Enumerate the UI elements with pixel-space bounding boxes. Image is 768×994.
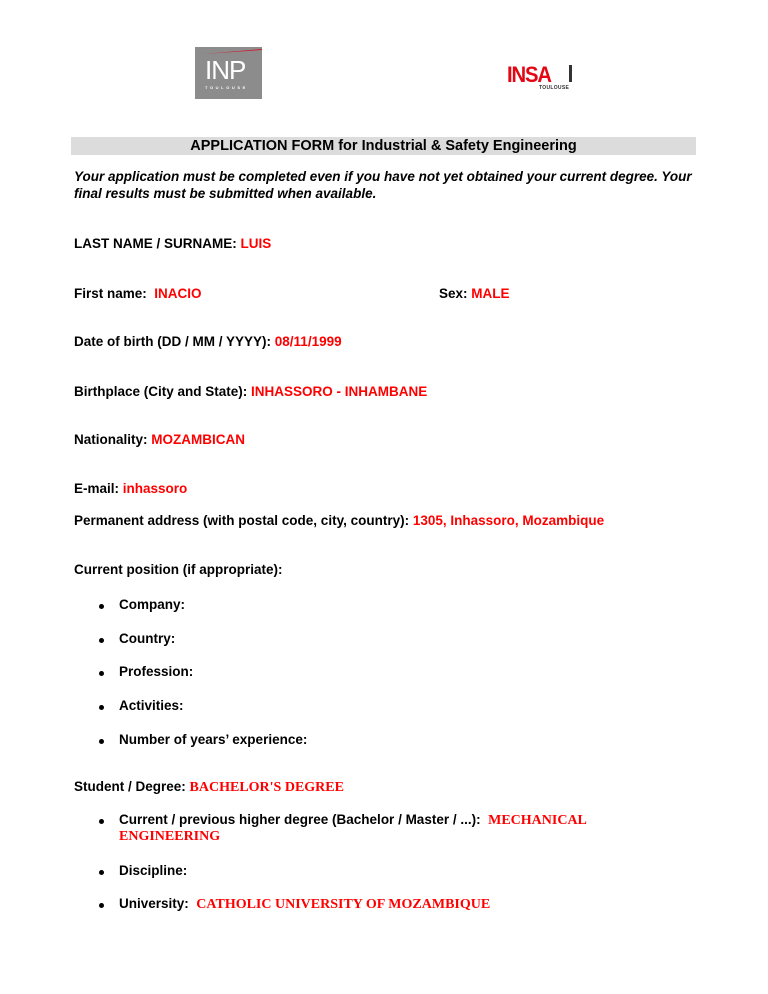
form-title: APPLICATION FORM for Industrial & Safety Engineering: [190, 138, 577, 154]
field-value[interactable]: 08/11/1999: [274, 334, 342, 349]
field-value[interactable]: MECHANICAL: [488, 813, 587, 828]
field-label: Country:: [119, 631, 176, 646]
bullet-icon: [99, 870, 104, 875]
bullet-icon: [99, 638, 104, 643]
field-label: Company:: [119, 597, 186, 612]
degree-higher-degree: [119, 812, 587, 829]
field-birthplace: [74, 384, 427, 399]
bullet-icon: [99, 705, 104, 710]
form-title-bar: [71, 137, 696, 155]
field-value[interactable]: 1305, Inhassoro, Mozambique: [412, 513, 605, 528]
field-label: Date of birth (DD / MM / YYYY):: [74, 334, 272, 349]
field-value[interactable]: BACHELOR'S DEGREE: [189, 780, 344, 795]
position-country: [119, 631, 175, 646]
inp-logo-text: INP: [205, 55, 246, 85]
field-permanent-address: [74, 513, 604, 528]
field-label: Profession:: [119, 664, 194, 679]
field-label: Current / previous higher degree (Bachelor / Master / ...):: [119, 812, 481, 827]
field-value[interactable]: MOZAMBICAN: [151, 432, 246, 447]
field-label: Activities:: [119, 698, 184, 713]
field-value[interactable]: INACIO: [154, 286, 202, 301]
field-label: Discipline:: [119, 863, 188, 878]
field-date-of-birth: [74, 334, 342, 349]
insa-logo-subtext: TOULOUSE: [539, 85, 570, 91]
degree-university: [119, 896, 490, 913]
field-label: LAST NAME / SURNAME:: [74, 236, 237, 251]
insa-logo-bar: [569, 65, 572, 82]
inp-logo-subtext: TOULOUSE: [205, 85, 248, 90]
field-label: Sex:: [439, 286, 468, 301]
bullet-icon: [99, 671, 104, 676]
field-value[interactable]: LUIS: [240, 236, 272, 251]
bullet-icon: [99, 903, 104, 908]
position-company: [119, 597, 185, 612]
field-label: University:: [119, 896, 189, 911]
field-value[interactable]: CATHOLIC UNIVERSITY OF MOZAMBIQUE: [196, 897, 491, 912]
field-label: Nationality:: [74, 432, 148, 447]
field-label: Number of years’ experience:: [119, 732, 308, 747]
field-nationality: [74, 432, 245, 447]
insa-toulouse-logo: [507, 62, 575, 94]
logo-red-band: [203, 49, 262, 54]
field-label: E-mail:: [74, 481, 120, 496]
bullet-icon: [99, 819, 104, 824]
form-intro: Your application must be completed even if you have not yet obtained your current degree. Your final results must be submitted when available.: [74, 169, 692, 201]
bullet-icon: [99, 739, 104, 744]
section-current-position: Current position (if appropriate):: [74, 562, 283, 577]
position-profession: [119, 664, 193, 679]
field-value[interactable]: inhassoro: [122, 481, 188, 496]
field-value[interactable]: INHASSORO - INHAMBANE: [251, 384, 428, 399]
insa-logo-text: INSA: [507, 62, 551, 87]
section-student-degree: [74, 779, 344, 796]
position-years-experience: [119, 732, 307, 747]
field-label: Student / Degree:: [74, 779, 186, 794]
field-email: [74, 481, 187, 496]
field-last-name: [74, 236, 271, 251]
field-first-name: [74, 286, 202, 301]
bullet-icon: [99, 604, 104, 609]
degree-discipline: [119, 863, 187, 880]
field-label: First name:: [74, 286, 147, 301]
field-value[interactable]: MALE: [471, 286, 510, 301]
field-sex: [439, 286, 510, 301]
field-label: Permanent address (with postal code, city, country):: [74, 513, 410, 528]
field-label: Birthplace (City and State):: [74, 384, 248, 399]
inp-toulouse-logo: [195, 47, 262, 99]
degree-higher-degree-value-cont[interactable]: ENGINEERING: [119, 829, 221, 844]
position-activities: [119, 698, 184, 713]
